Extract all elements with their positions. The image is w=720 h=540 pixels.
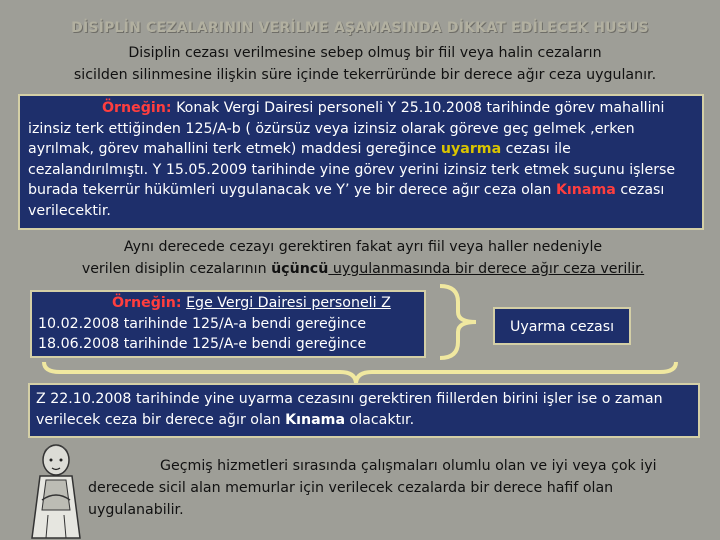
conclusion-text-a: Z 22.10.2008 tarihinde yine uyarma cezasını gerektiren fiillerden birini işler ise o zaman verilecek ceza bir derece ağır olan bbox=[36, 391, 663, 428]
example-1-uyarma: uyarma bbox=[440, 141, 502, 158]
result-box: Uyarma cezası bbox=[493, 307, 631, 345]
rule-2-ucuncu: üçüncü bbox=[271, 261, 329, 277]
closing-text: Geçmiş hizmetleri sırasında çalışmaları olumlu olan ve iyi veya çok iyi derecede sicil alan memurlar için verilecek cezalarda bir derece hafif olan uygulanabilir. bbox=[88, 458, 657, 518]
example-1-label: Örneğin: bbox=[102, 100, 172, 116]
rule-2-line-2 bbox=[18, 258, 708, 280]
intro-paragraph bbox=[20, 42, 710, 86]
example-1-text-c: cezası verilecektir. bbox=[28, 182, 665, 219]
intro-line-1: Disiplin cezası verilmesine sebep olmuş bir fiil veya halin cezaların bbox=[128, 45, 602, 61]
example-2-line-2: 10.02.2008 tarihinde 125/A-a bendi gereğince bbox=[38, 315, 367, 332]
example-2-subject: Ege Vergi Dairesi personeli Z bbox=[186, 295, 391, 311]
rule-2-paragraph bbox=[18, 236, 708, 280]
example-1-box bbox=[18, 94, 704, 230]
example-2-line-3: 18.06.2008 tarihinde 125/A-e bendi gereğince bbox=[38, 336, 367, 352]
person-illustration-icon bbox=[18, 440, 94, 540]
closing-paragraph bbox=[88, 455, 700, 521]
example-2-label: Örneğin: bbox=[112, 295, 182, 311]
rule-2-text-a: verilen disiplin cezalarının bbox=[81, 261, 272, 277]
rule-2-text-b: uygulanmasında bir derece ağır ceza verilir. bbox=[328, 261, 645, 277]
example-1-kinama: Kınama bbox=[555, 182, 616, 199]
slide-title: DİSİPLİN CEZALARININ VERİLME AŞAMASINDA DİKKAT EDİLECEK HUSUS bbox=[71, 20, 649, 36]
example-2-line-1 bbox=[38, 293, 418, 314]
conclusion-text-b: olacaktır. bbox=[345, 411, 415, 428]
conclusion-box bbox=[28, 383, 700, 438]
example-1-text-b: cezası ile cezalandırılmıştı. Y 15.05.2009 tarihinde yine görev yerini izinsiz terk etmek suçunu işlerse burada tekerrür hükümleri uygulanacak ve Y’ ye bir derece ağır ceza olan bbox=[28, 141, 676, 199]
example-1-text-a: Konak Vergi Dairesi personeli Y 25.10.2008 tarihinde görev mahallini izinsiz terk ettiğinden 125/A-b ( özürsüz veya izinsiz olarak göreve geç gelmek ,erken ayrılmak, görev mahallini terk etmek) maddesi gereğince bbox=[28, 100, 665, 158]
conclusion-kinama: Kınama bbox=[285, 411, 346, 428]
rule-2-line-1: Aynı derecede cezayı gerektiren fakat ayrı fiil veya haller nedeniyle bbox=[123, 239, 603, 255]
intro-line-2: sicilden silinmesine ilişkin süre içinde tekerrüründe bir derece ağır ceza uygulanır. bbox=[73, 67, 657, 83]
right-brace-icon bbox=[436, 282, 486, 362]
example-2-box bbox=[30, 290, 426, 358]
